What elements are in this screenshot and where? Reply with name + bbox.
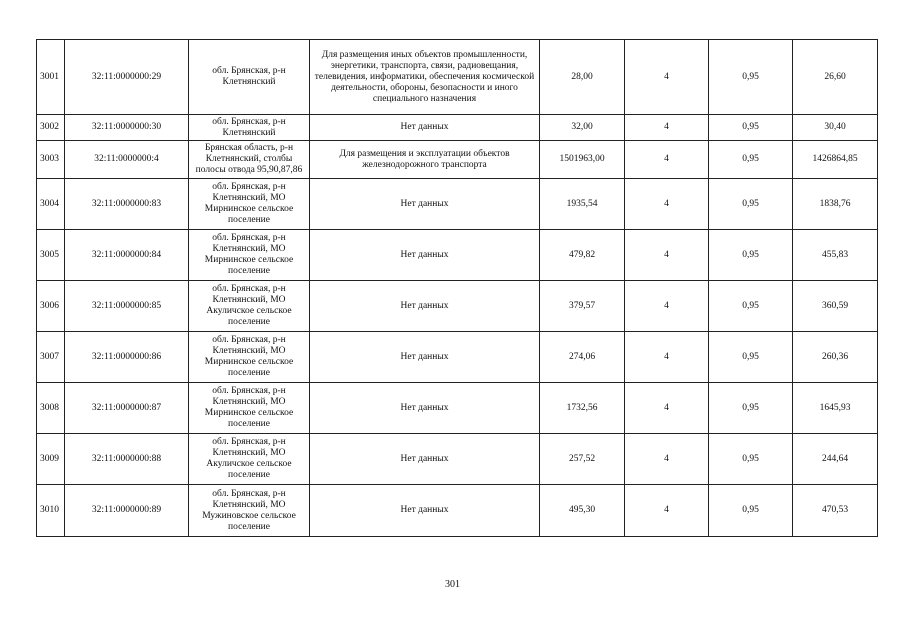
row-number: 3005 — [37, 230, 65, 281]
cadastral-number: 32:11:0000000:86 — [65, 332, 189, 383]
permitted-use: Нет данных — [310, 332, 540, 383]
table-row — [37, 434, 878, 485]
cadastral-number: 32:11:0000000:29 — [65, 40, 189, 115]
area: 1935,54 — [540, 179, 625, 230]
area: 479,82 — [540, 230, 625, 281]
register-table — [36, 39, 878, 537]
coefficient: 0,95 — [709, 40, 793, 115]
row-number: 3010 — [37, 485, 65, 537]
value: 470,53 — [793, 485, 878, 537]
cadastral-number: 32:11:0000000:85 — [65, 281, 189, 332]
coefficient: 0,95 — [709, 141, 793, 179]
cadastral-number: 32:11:0000000:84 — [65, 230, 189, 281]
group: 4 — [625, 281, 709, 332]
permitted-use: Для размещения иных объектов промышленности, энергетики, транспорта, связи, радиовещания, телевидения, информатики, обеспечения космической деятельности, обороны, безопасности и иного специального назначения — [310, 40, 540, 115]
group: 4 — [625, 434, 709, 485]
permitted-use: Нет данных — [310, 434, 540, 485]
coefficient: 0,95 — [709, 434, 793, 485]
value: 1645,93 — [793, 383, 878, 434]
group: 4 — [625, 115, 709, 141]
value: 260,36 — [793, 332, 878, 383]
address: обл. Брянская, р-н Клетнянский — [189, 40, 310, 115]
coefficient: 0,95 — [709, 383, 793, 434]
cadastral-number: 32:11:0000000:83 — [65, 179, 189, 230]
table-row — [37, 115, 878, 141]
address: обл. Брянская, р-н Клетнянский, МО Мирнинское сельское поселение — [189, 179, 310, 230]
group: 4 — [625, 40, 709, 115]
coefficient: 0,95 — [709, 115, 793, 141]
permitted-use: Нет данных — [310, 281, 540, 332]
value: 1838,76 — [793, 179, 878, 230]
address: обл. Брянская, р-н Клетнянский — [189, 115, 310, 141]
row-number: 3002 — [37, 115, 65, 141]
address: обл. Брянская, р-н Клетнянский, МО Мирнинское сельское поселение — [189, 383, 310, 434]
table-row — [37, 230, 878, 281]
row-number: 3009 — [37, 434, 65, 485]
table-row — [37, 141, 878, 179]
value: 30,40 — [793, 115, 878, 141]
group: 4 — [625, 141, 709, 179]
area: 1501963,00 — [540, 141, 625, 179]
value: 244,64 — [793, 434, 878, 485]
row-number: 3003 — [37, 141, 65, 179]
table-row — [37, 332, 878, 383]
area: 32,00 — [540, 115, 625, 141]
coefficient: 0,95 — [709, 230, 793, 281]
permitted-use: Нет данных — [310, 485, 540, 537]
coefficient: 0,95 — [709, 332, 793, 383]
row-number: 3004 — [37, 179, 65, 230]
row-number: 3001 — [37, 40, 65, 115]
table-body — [37, 40, 878, 537]
row-number: 3008 — [37, 383, 65, 434]
table-row — [37, 485, 878, 537]
permitted-use: Нет данных — [310, 383, 540, 434]
address: Брянская область, р-н Клетнянский, столбы полосы отвода 95,90,87,86 — [189, 141, 310, 179]
permitted-use: Нет данных — [310, 115, 540, 141]
group: 4 — [625, 332, 709, 383]
permitted-use: Нет данных — [310, 179, 540, 230]
table-row — [37, 281, 878, 332]
cadastral-number: 32:11:0000000:87 — [65, 383, 189, 434]
row-number: 3007 — [37, 332, 65, 383]
address: обл. Брянская, р-н Клетнянский, МО Мирнинское сельское поселение — [189, 332, 310, 383]
address: обл. Брянская, р-н Клетнянский, МО Акуличское сельское поселение — [189, 434, 310, 485]
value: 360,59 — [793, 281, 878, 332]
address: обл. Брянская, р-н Клетнянский, МО Мирнинское сельское поселение — [189, 230, 310, 281]
cadastral-number: 32:11:0000000:88 — [65, 434, 189, 485]
coefficient: 0,95 — [709, 485, 793, 537]
area: 379,57 — [540, 281, 625, 332]
area: 28,00 — [540, 40, 625, 115]
cadastral-number: 32:11:0000000:30 — [65, 115, 189, 141]
permitted-use: Нет данных — [310, 230, 540, 281]
group: 4 — [625, 383, 709, 434]
group: 4 — [625, 179, 709, 230]
area: 274,06 — [540, 332, 625, 383]
value: 455,83 — [793, 230, 878, 281]
address: обл. Брянская, р-н Клетнянский, МО Мужиновское сельское поселение — [189, 485, 310, 537]
table-row — [37, 383, 878, 434]
cadastral-number: 32:11:0000000:4 — [65, 141, 189, 179]
value: 26,60 — [793, 40, 878, 115]
area: 495,30 — [540, 485, 625, 537]
value: 1426864,85 — [793, 141, 878, 179]
row-number: 3006 — [37, 281, 65, 332]
coefficient: 0,95 — [709, 179, 793, 230]
area: 257,52 — [540, 434, 625, 485]
table-row — [37, 40, 878, 115]
cadastral-number: 32:11:0000000:89 — [65, 485, 189, 537]
group: 4 — [625, 230, 709, 281]
address: обл. Брянская, р-н Клетнянский, МО Акуличское сельское поселение — [189, 281, 310, 332]
page-number: 301 — [445, 579, 460, 590]
coefficient: 0,95 — [709, 281, 793, 332]
area: 1732,56 — [540, 383, 625, 434]
table-row — [37, 179, 878, 230]
permitted-use: Для размещения и эксплуатации объектов железнодорожного транспорта — [310, 141, 540, 179]
group: 4 — [625, 485, 709, 537]
